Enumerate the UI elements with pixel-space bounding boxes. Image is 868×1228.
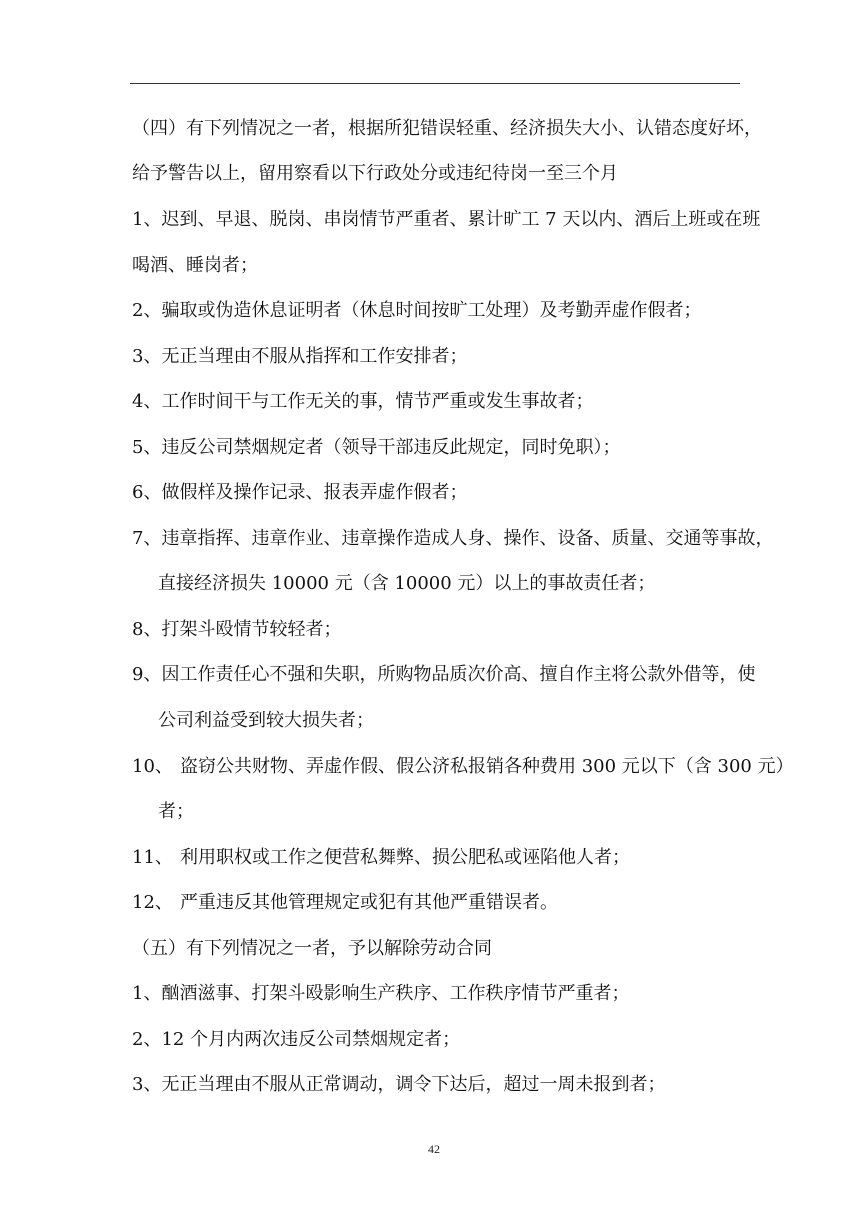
- section-4-heading-continued: 给予警告以上，留用察看以下行政处分或违纪待岗一至三个月: [132, 163, 618, 184]
- item-number: 8、: [132, 619, 162, 640]
- item-number: 3、: [132, 346, 162, 367]
- list-item: [132, 846, 630, 870]
- item-text: 利用职权或工作之便营私舞弊、损公肥私或诬陷他人者；: [180, 847, 630, 868]
- page-number: 42: [428, 1142, 440, 1156]
- header-rule: [130, 83, 740, 84]
- item-number: 2、: [132, 300, 162, 321]
- list-item: [132, 1028, 460, 1052]
- list-item: [132, 982, 629, 1006]
- item-text: 酗酒滋事、打架斗殴影响生产秩序、工作秩序情节严重者；: [161, 983, 630, 1004]
- item-number: 6、: [132, 482, 162, 503]
- list-item: [132, 755, 794, 779]
- item-number: 5、: [132, 437, 162, 458]
- item-text: 迟到、早退、脱岗、串岗情节严重者、累计旷工 7 天以内、酒后上班或在班: [161, 209, 761, 230]
- item-number: 1、: [132, 209, 162, 230]
- item-number: 7、: [132, 528, 162, 549]
- list-item: [132, 299, 701, 323]
- item-text: 违反公司禁烟规定者（领导干部违反此规定，同时免职）；: [161, 437, 621, 458]
- list-item: [132, 527, 773, 551]
- item-text-continued: 者；: [158, 801, 194, 822]
- item-text: 盗窃公共财物、弄虚作假、假公济私报销各种费用 300 元以下（含 300 元）: [180, 756, 794, 777]
- item-text: 因工作责任心不强和失职，所购物品质次价高、擅自作主将公款外借等，使: [161, 664, 756, 685]
- list-item: [132, 891, 558, 915]
- list-item: [132, 618, 341, 642]
- item-text: 违章指挥、违章作业、违章操作造成人身、操作、设备、质量、交通等事故，: [161, 528, 774, 549]
- item-text: 12 个月内两次违反公司禁烟规定者；: [161, 1029, 461, 1050]
- item-number: 9、: [132, 664, 162, 685]
- item-number: 1、: [132, 983, 162, 1004]
- list-item: [132, 1073, 665, 1097]
- item-text-continued: 公司利益受到较大损失者；: [158, 710, 374, 731]
- item-number: 4、: [132, 391, 162, 412]
- item-text: 严重违反其他管理规定或犯有其他严重错误者。: [180, 892, 558, 913]
- item-number: 12、: [132, 892, 173, 913]
- list-item: [132, 390, 593, 414]
- list-item: [132, 208, 760, 232]
- item-number: 3、: [132, 1074, 162, 1095]
- section-5-heading: （五）有下列情况之一者，予以解除劳动合同: [132, 938, 492, 959]
- item-text-continued: 直接经济损失 10000 元（含 10000 元）以上的事故责任者；: [158, 573, 656, 594]
- item-number: 10、: [132, 756, 173, 777]
- list-item: [132, 436, 620, 460]
- item-text-continued: 喝酒、睡岗者；: [132, 255, 258, 276]
- item-number: 11、: [132, 847, 173, 868]
- item-text: 做假样及操作记录、报表弄虚作假者；: [161, 482, 468, 503]
- section-4-heading: （四）有下列情况之一者，根据所犯错误轻重、经济损失大小、认错态度好坏，: [132, 118, 762, 139]
- item-number: 2、: [132, 1029, 162, 1050]
- item-text: 打架斗殴情节较轻者；: [161, 619, 342, 640]
- item-text: 无正当理由不服从正常调动，调令下达后，超过一周未报到者；: [161, 1074, 666, 1095]
- list-item: [132, 345, 467, 369]
- list-item: [132, 663, 755, 687]
- item-text: 工作时间干与工作无关的事，情节严重或发生事故者；: [161, 391, 594, 412]
- item-text: 无正当理由不服从指挥和工作安排者；: [161, 346, 468, 367]
- item-text: 骗取或伪造休息证明者（休息时间按旷工处理）及考勤弄虚作假者；: [161, 300, 702, 321]
- list-item: [132, 481, 467, 505]
